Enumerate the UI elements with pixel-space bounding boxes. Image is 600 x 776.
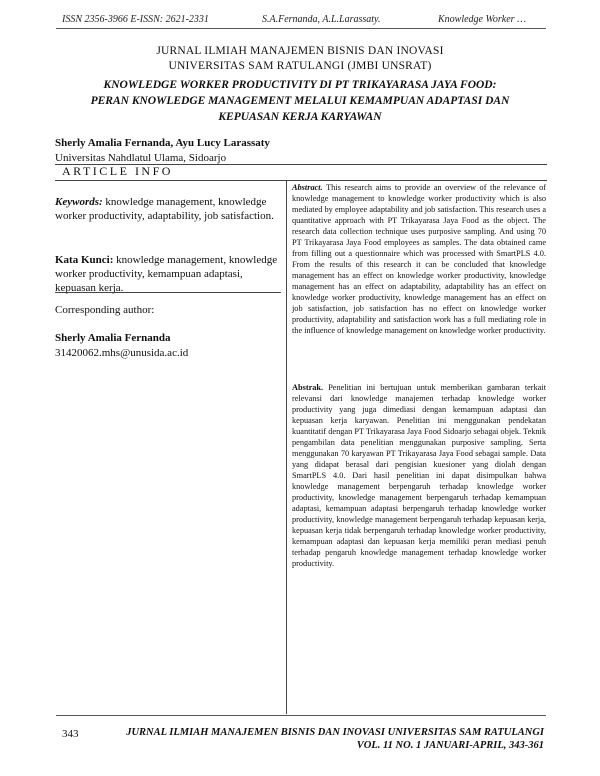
author-list: Sherly Amalia Fernanda, Ayu Lucy Larassaty: [55, 137, 270, 149]
header-issn: ISSN 2356-3966 E-ISSN: 2621-2331: [62, 14, 209, 25]
footer-volume: VOL. 11 NO. 1 JANUARI-APRIL, 343-361: [356, 740, 544, 751]
journal-name-line2: UNIVERSITAS SAM RATULANGI (JMBI UNSRAT): [168, 60, 432, 72]
header-running-title: Knowledge Worker …: [438, 14, 526, 25]
header-authors: S.A.Fernanda, A.L.Larassaty.: [262, 14, 381, 25]
affiliation: Universitas Nahdlatul Ulama, Sidoarjo: [55, 152, 227, 164]
abstract-en-text: This research aims to provide an overview of the relevance of knowledge management to knowledge worker productivity which is also mediated by employee adaptability and job satisfaction. This research uses a quantitative approach with PT Trikayarasa Jaya Food as the object. The research data collection technique uses purposive sampling. And using 70 PT Trikayarasa Jaya Food employees as samples. The data obtained came from filling out a questionnaire which was processed with SmartPLS 4.0. From the results of this research it can be concluded that knowledge management has an effect on knowledge worker productivity, knowledge management has an effect on adaptability, adaptability has an effect on knowledge worker productivity, knowledge management has an effect on job satisfaction, job satisfaction has no effect on knowledge worker productivity, adaptability and satisfaction work has a full mediating role in the influence of knowledge management on knowledge worker productivity.: [292, 183, 546, 335]
kata-kunci-text: knowledge management, knowledge worker productivity, kemampuan adaptasi, kepuasan kerja.: [55, 254, 278, 294]
kata-kunci-label: Kata Kunci:: [55, 254, 114, 266]
abstract-english: [292, 182, 546, 336]
article-title-line3: KEPUASAN KERJA KARYAWAN: [218, 111, 382, 123]
corresponding-label: Corresponding author:: [55, 304, 155, 316]
keywords-label: Keywords:: [55, 196, 103, 208]
article-info-label: ARTICLE INFO: [62, 164, 173, 178]
header-rule: [56, 28, 546, 29]
article-info-bottom-rule: [55, 180, 547, 181]
abstract-id-text: Penelitian ini bertujuan untuk memberikan gambaran terkait relevansi dari knowledge manajemen terhadap knowledge worker productivity yang juga dimediasi dengan kemampuan adaptasi dan kepuasan kerja karyawan. Penelitian ini menggunakan pendekatan kuantitatif dengan PT Trikayarasa Jaya Food Sidoarjo sebagai objek. Teknik pengambilan data penelitian menggunakan purposive sampling. Serta menggunakan 70 karyawan PT Trikayarasa Jaya Food sebagai sample. Data yang didapat berasal dari pengisian kuesioner yang diolah dengan SmartPLS 4.0. Dari hasil penelitian ini dapat disimpulkan bahwa knowledge management berpengaruh terhadap knowledge worker productivity, knowledge management berpengaruh terhadap kemampuan adaptasi, kemampuan adaptasi berpengaruh terhadap knowledge worker productivity, knowledge management berpengaruh terhadap kepuasan kerja, kepuasan kerja tidak berpengaruh terhadap knowledge worker productivity, kemampuan adaptasi dan kepuasan kerja memiliki peran mediasi penuh terhadap pengaruh knowledge management terhadap knowledge worker productivity.: [292, 383, 547, 568]
abstract-en-label: Abstract.: [292, 183, 323, 192]
article-title-line2: PERAN KNOWLEDGE MANAGEMENT MELALUI KEMAMPUAN ADAPTASI DAN: [90, 95, 510, 107]
footer-journal-name: JURNAL ILMIAH MANAJEMEN BISNIS DAN INOVASI UNIVERSITAS SAM RATULANGI: [126, 727, 544, 738]
footer-journal: [126, 726, 544, 752]
journal-name-line1: JURNAL ILMIAH MANAJEMEN BISNIS DAN INOVASI: [156, 45, 444, 57]
kata-kunci-block: [55, 253, 280, 295]
page-number: 343: [62, 728, 79, 740]
corresponding-email[interactable]: 31420062.mhs@unusida.ac.id: [55, 347, 189, 359]
corresponding-name: Sherly Amalia Fernanda: [55, 332, 171, 344]
article-title-line1: KNOWLEDGE WORKER PRODUCTIVITY DI PT TRIKAYARASA JAYA FOOD:: [103, 79, 497, 91]
keywords-text: knowledge management, knowledge worker productivity, adaptability, job satisfaction.: [55, 196, 274, 222]
left-column-rule: [55, 292, 281, 293]
footer-rule: [56, 715, 546, 716]
abstract-indonesian: [292, 382, 546, 569]
keywords-block: [55, 195, 280, 223]
abstract-id-label: Abstrak.: [292, 383, 324, 392]
column-divider: [286, 180, 287, 714]
